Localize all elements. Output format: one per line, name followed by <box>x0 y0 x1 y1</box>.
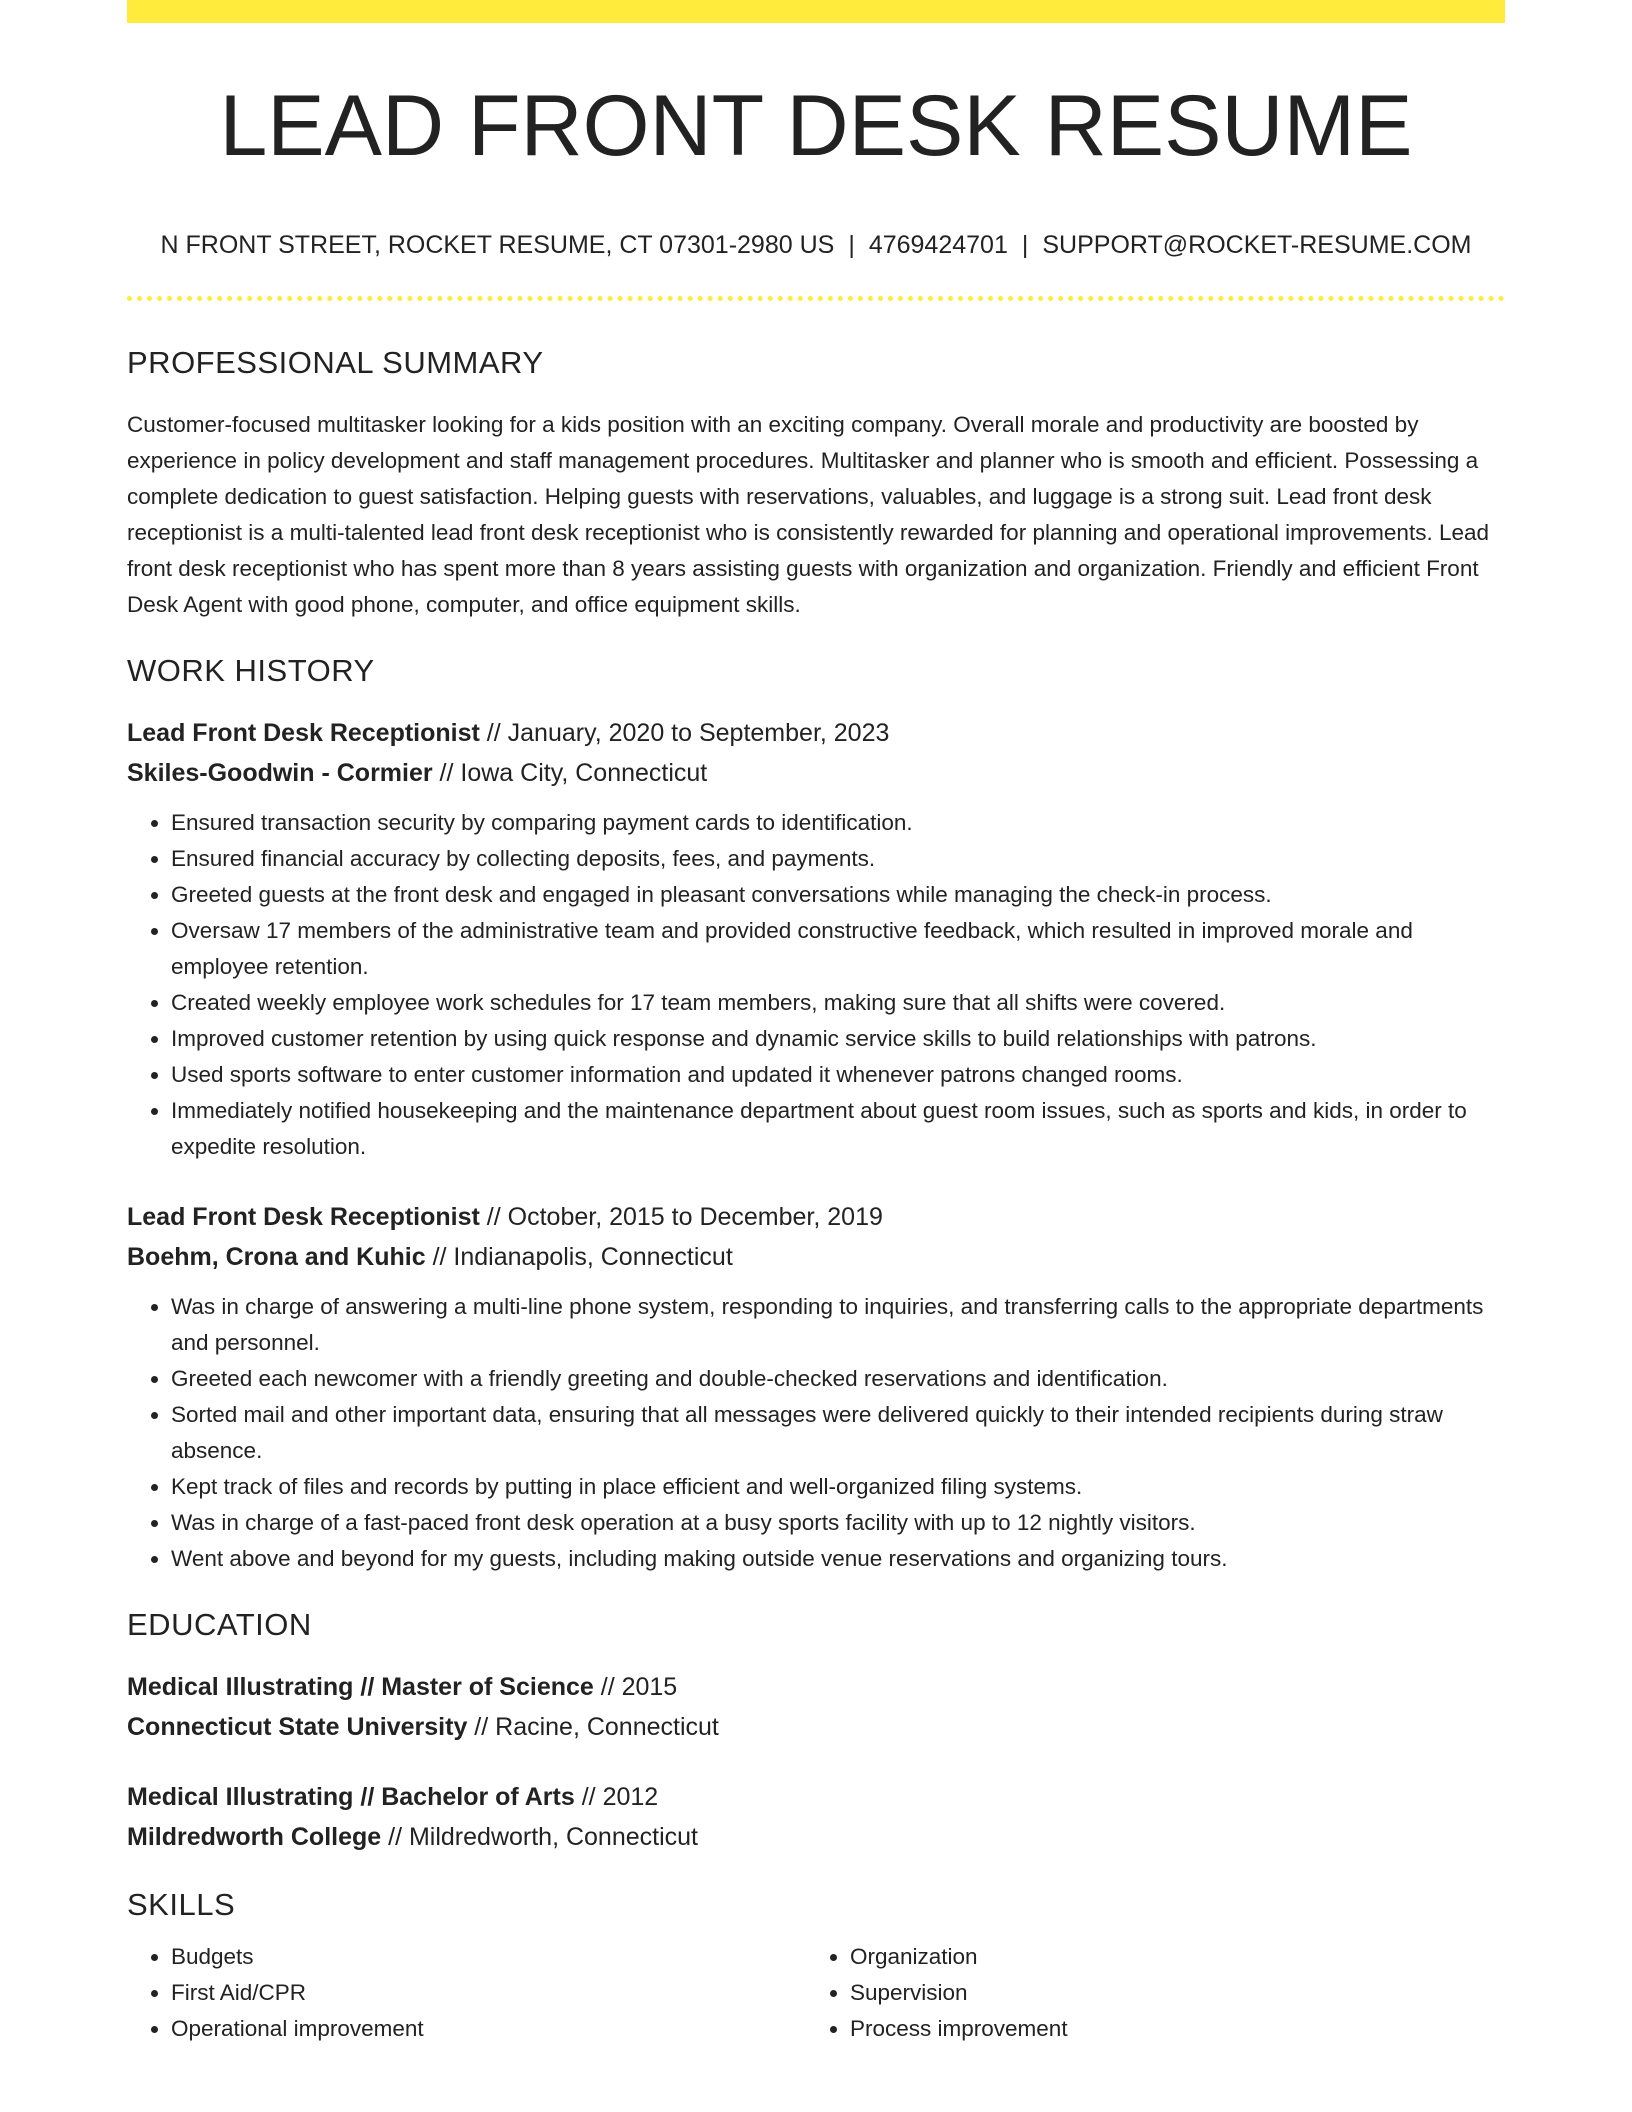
job-bullet: • Greeted guests at the front desk and engaged in pleasant conversations while managing the check-in process. <box>171 877 1505 913</box>
education-school-line <box>127 1707 1505 1747</box>
job-position-line <box>127 1197 1505 1237</box>
skill-item: • Operational improvement <box>171 2011 806 2047</box>
education-degree-line <box>127 1777 1505 1817</box>
job-bullet: • Went above and beyond for my guests, including making outside venue reservations and organizing tours. <box>171 1541 1505 1577</box>
section-title-skills: SKILLS <box>127 1886 236 1922</box>
job-dates: // October, 2015 to December, 2019 <box>479 1202 883 1231</box>
job-bullet: • Oversaw 17 members of the administrative team and provided constructive feedback, which resulted in improved morale and employee retention. <box>171 913 1505 985</box>
job-position: Lead Front Desk Receptionist <box>127 1202 480 1231</box>
job-employer: Boehm, Crona and Kuhic <box>127 1242 426 1271</box>
skills-list-left <box>127 1939 806 2047</box>
contact-line <box>127 230 1505 260</box>
education-school-line <box>127 1817 1505 1857</box>
job-location: // Indianapolis, Connecticut <box>425 1242 733 1271</box>
education-degree: Medical Illustrating // Master of Science <box>127 1672 594 1701</box>
section-title-work-history: WORK HISTORY <box>127 652 375 688</box>
job-entry <box>127 713 1505 1165</box>
job-employer-line <box>127 1237 1505 1277</box>
job-bullet: • Used sports software to enter customer information and updated it whenever patrons changed rooms. <box>171 1057 1505 1093</box>
job-bullet: • Ensured transaction security by comparing payment cards to identification. <box>171 805 1505 841</box>
resume-page <box>127 0 1505 2047</box>
job-bullet-list <box>127 805 1505 1165</box>
skill-item: • Process improvement <box>850 2011 1485 2047</box>
accent-top-bar <box>127 0 1505 23</box>
job-bullet-list <box>127 1289 1505 1577</box>
contact-email: SUPPORT@ROCKET-RESUME.COM <box>1042 230 1472 259</box>
job-bullet: • Kept track of files and records by putting in place efficient and well-organized filing systems. <box>171 1469 1505 1505</box>
summary-paragraph: Customer-focused multitasker looking for a kids position with an exciting company. Overall morale and productivity are boosted by experience in policy development and staff management procedures. Multitasker and planner who is smooth and efficient. Possessing a complete dedication to guest satisfaction. Helping guests with reservations, valuables, and luggage is a strong suit. Lead front desk receptionist is a multi-talented lead front desk receptionist who is consistently rewarded for planning and operational improvements. Lead front desk receptionist who has spent more than 8 years assisting guests with organization and organization. Friendly and efficient Front Desk Agent with good phone, computer, and office equipment skills. <box>127 411 1489 617</box>
job-bullet: • Was in charge of a fast-paced front desk operation at a busy sports facility with up to 12 nightly visitors. <box>171 1505 1505 1541</box>
skill-item: • Budgets <box>171 1939 806 1975</box>
education-school: Mildredworth College <box>127 1822 382 1851</box>
education-degree: Medical Illustrating // Bachelor of Arts <box>127 1782 575 1811</box>
skill-item: • Supervision <box>850 1975 1485 2011</box>
job-bullet: • Was in charge of answering a multi-line phone system, responding to inquiries, and transferring calls to the appropriate departments and personnel. <box>171 1289 1505 1361</box>
education-entry <box>127 1667 1505 1747</box>
skill-item: • First Aid/CPR <box>171 1975 806 2011</box>
resume-title: LEAD FRONT DESK RESUME <box>219 78 1413 174</box>
job-dates: // January, 2020 to September, 2023 <box>479 718 890 747</box>
contact-phone: 4769424701 <box>868 230 1008 259</box>
dotted-divider <box>127 296 1505 301</box>
job-employer: Skiles-Goodwin - Cormier <box>127 758 433 787</box>
education-degree-line <box>127 1667 1505 1707</box>
job-bullet: • Immediately notified housekeeping and the maintenance department about guest room issues, such as sports and kids, in order to expedite resolution. <box>171 1093 1505 1165</box>
education-year: // 2012 <box>574 1782 659 1811</box>
job-bullet: • Created weekly employee work schedules for 17 team members, making sure that all shifts were covered. <box>171 985 1505 1021</box>
education-location: // Racine, Connecticut <box>467 1712 719 1741</box>
job-bullet: • Greeted each newcomer with a friendly greeting and double-checked reservations and identification. <box>171 1361 1505 1397</box>
contact-address: N FRONT STREET, ROCKET RESUME, CT 07301-2980 US <box>160 230 835 259</box>
job-position-line <box>127 713 1505 753</box>
job-bullet: • Sorted mail and other important data, ensuring that all messages were delivered quickly to their intended recipients during straw absence. <box>171 1397 1505 1469</box>
job-position: Lead Front Desk Receptionist <box>127 718 480 747</box>
job-location: // Iowa City, Connecticut <box>432 758 708 787</box>
education-location: // Mildredworth, Connecticut <box>381 1822 698 1851</box>
contact-separator: | <box>1021 230 1029 259</box>
skills-list-right <box>806 1939 1485 2047</box>
skills-columns <box>127 1939 1505 2047</box>
education-school: Connecticut State University <box>127 1712 468 1741</box>
section-title-summary: PROFESSIONAL SUMMARY <box>127 344 544 380</box>
job-bullet: • Ensured financial accuracy by collecting deposits, fees, and payments. <box>171 841 1505 877</box>
job-employer-line <box>127 753 1505 793</box>
education-year: // 2015 <box>593 1672 678 1701</box>
job-entry <box>127 1197 1505 1577</box>
contact-separator: | <box>848 230 855 259</box>
skill-item: • Organization <box>850 1939 1485 1975</box>
skills-column-right <box>806 1939 1485 2047</box>
education-entry <box>127 1777 1505 1857</box>
job-bullet: • Improved customer retention by using quick response and dynamic service skills to build relationships with patrons. <box>171 1021 1505 1057</box>
skills-column-left <box>127 1939 806 2047</box>
section-title-education: EDUCATION <box>127 1606 312 1642</box>
